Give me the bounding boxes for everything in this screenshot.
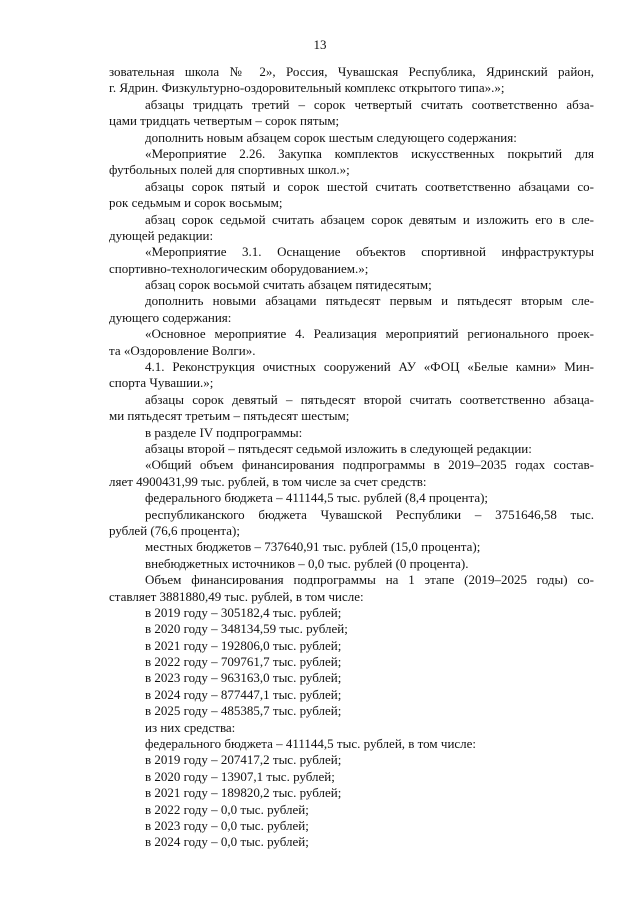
text-line: футбольных полей для спортивных школ.»; xyxy=(109,162,350,178)
text-line: абзац сорок седьмой считать абзацем сорок девятым и изложить его в сле- xyxy=(145,211,594,227)
text-line: в 2020 году – 348134,59 тыс. рублей; xyxy=(145,621,348,637)
text-line: в 2022 году – 0,0 тыс. рублей; xyxy=(145,801,309,817)
text-line: федерального бюджета – 411144,5 тыс. рублей (8,4 процента); xyxy=(145,490,489,506)
text-line: дополнить новыми абзацами пятьдесят первым и пятьдесят вторым сле- xyxy=(145,293,594,309)
text-line: дополнить новым абзацем сорок шестым следующего содержания: xyxy=(145,129,517,145)
text-line: в 2024 году – 0,0 тыс. рублей; xyxy=(145,834,309,850)
text-line: местных бюджетов – 737640,91 тыс. рублей (15,0 процента); xyxy=(145,539,481,555)
text-line: абзацы тридцать третий – сорок четвертый считать соответственно абза- xyxy=(145,96,594,112)
text-line: в 2021 году – 192806,0 тыс. рублей; xyxy=(145,637,342,653)
text-line: «Основное мероприятие 4. Реализация мероприятий регионального проек- xyxy=(145,326,594,342)
text-line: абзацы сорок пятый и сорок шестой считать соответственно абзацами со- xyxy=(145,178,594,194)
text-line: «Мероприятие 2.26. Закупка комплектов искусственных покрытий для xyxy=(145,145,594,161)
text-line: в 2021 году – 189820,2 тыс. рублей; xyxy=(145,785,342,801)
text-line: спортивно-технологическим оборудованием.»; xyxy=(109,260,369,276)
text-line: в разделе IV подпрограммы: xyxy=(145,424,303,440)
text-line: республиканского бюджета Чувашской Республики – 3751646,58 тыс. xyxy=(145,506,594,522)
text-line: спорта Чувашии.»; xyxy=(109,375,214,391)
text-line: абзацы второй – пятьдесят седьмой изложить в следующей редакции: xyxy=(145,440,532,456)
text-line: ставляет 3881880,49 тыс. рублей, в том числе: xyxy=(109,588,364,604)
text-line: дующей редакции: xyxy=(109,227,214,243)
text-line: ми пятьдесят третьим – пятьдесят шестым; xyxy=(109,408,350,424)
text-line: рублей (76,6 процента); xyxy=(109,522,240,538)
text-line: Объем финансирования подпрограммы на 1 этапе (2019–2025 годы) со- xyxy=(145,572,594,588)
text-line: «Мероприятие 3.1. Оснащение объектов спортивной инфраструктуры xyxy=(145,244,594,260)
text-line: рок седьмым и сорок восьмым; xyxy=(109,195,283,211)
text-line: та «Оздоровление Волги». xyxy=(109,342,256,358)
text-line: ляет 4900431,99 тыс. рублей, в том числе за счет средств: xyxy=(109,473,427,489)
text-line: г. Ядрин. Физкультурно-оздоровительный комплекс открытого типа».»; xyxy=(109,80,505,96)
text-line: в 2023 году – 963163,0 тыс. рублей; xyxy=(145,670,342,686)
text-line: «Общий объем финансирования подпрограммы в 2019–2035 годах состав- xyxy=(145,457,594,473)
text-line: в 2024 году – 877447,1 тыс. рублей; xyxy=(145,686,342,702)
text-line: из них средства: xyxy=(145,719,236,735)
text-line: дующего содержания: xyxy=(109,309,232,325)
text-line: в 2019 году – 305182,4 тыс. рублей; xyxy=(145,604,342,620)
text-line: в 2023 году – 0,0 тыс. рублей; xyxy=(145,817,309,833)
text-line: зовательная школа № 2», Россия, Чувашская Республика, Ядринский район, xyxy=(109,64,594,79)
document-body xyxy=(109,64,594,851)
text-line: цами тридцать четвертым – сорок пятым; xyxy=(109,113,340,129)
text-line: федерального бюджета – 411144,5 тыс. рублей, в том числе: xyxy=(145,736,477,752)
text-line: в 2020 году – 13907,1 тыс. рублей; xyxy=(145,768,335,784)
text-line: абзацы сорок девятый – пятьдесят второй считать соответственно абзаца- xyxy=(145,391,594,407)
text-line: в 2025 году – 485385,7 тыс. рублей; xyxy=(145,703,342,719)
text-line: в 2019 году – 207417,2 тыс. рублей; xyxy=(145,752,342,768)
page-number: 13 xyxy=(313,37,327,52)
text-line: в 2022 году – 709761,7 тыс. рублей; xyxy=(145,654,342,670)
text-line: 4.1. Реконструкция очистных сооружений АУ «ФОЦ «Белые камни» Мин- xyxy=(145,359,594,375)
text-line: внебюджетных источников – 0,0 тыс. рублей (0 процента). xyxy=(145,555,469,571)
text-line: абзац сорок восьмой считать абзацем пятидесятым; xyxy=(145,277,432,293)
